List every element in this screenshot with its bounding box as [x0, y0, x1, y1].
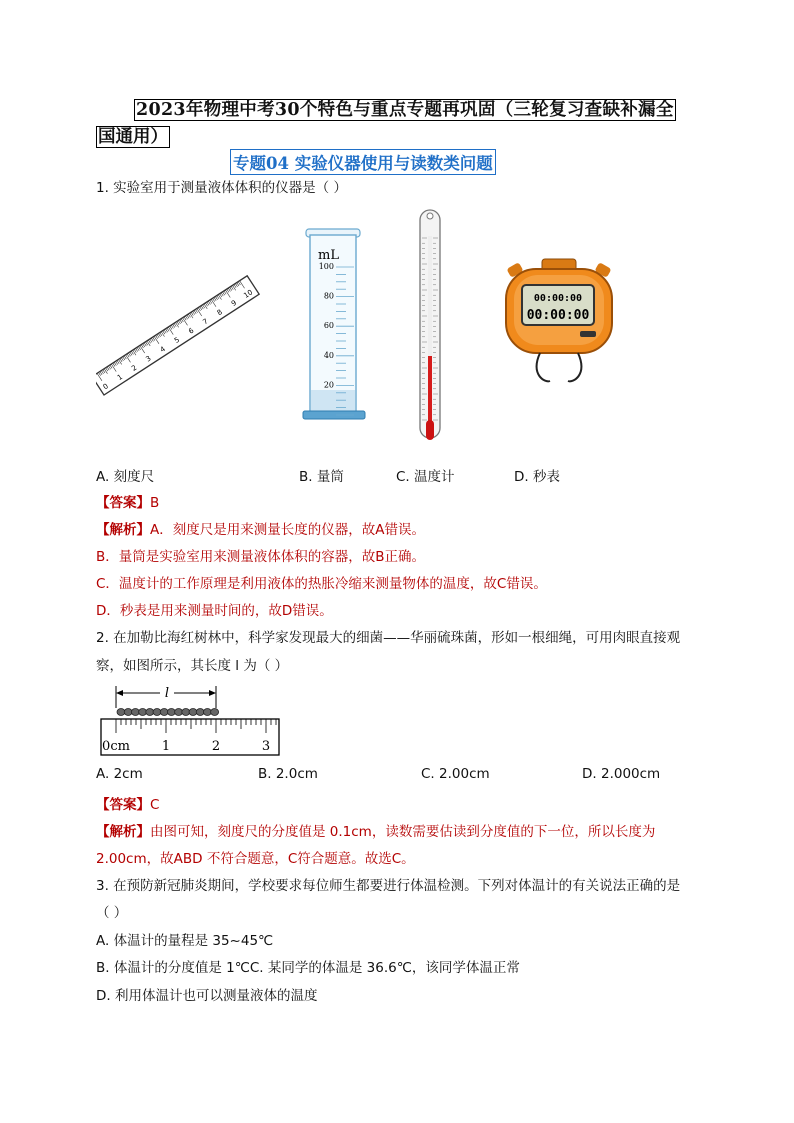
ruler2-tick-label: 0cm — [102, 739, 130, 754]
q3-text-1: 3. 在预防新冠肺炎期间，学校要求每位师生都要进行体温检测。下列对体温计的有关说法正确的是 — [96, 878, 681, 894]
cylinder-unit: mL — [318, 248, 339, 263]
q2-option-a[interactable]: A. 2cm — [96, 766, 143, 782]
stopwatch-image — [500, 255, 620, 385]
q1-answer: 【答案】B — [96, 495, 160, 511]
cylinder-image — [300, 225, 380, 425]
ruler-tick-label: 4 — [158, 345, 167, 355]
cylinder-tick-label: 80 — [323, 291, 334, 301]
q2-option-b[interactable]: B. 2.0cm — [258, 766, 318, 782]
q1-analysis-3: C．温度计的工作原理是利用液体的热胀冷缩来测量物体的温度，故C错误。 — [96, 576, 547, 592]
bacterium-ruler-figure — [96, 684, 286, 758]
ruler2-tick-label: 3 — [261, 739, 271, 754]
stopwatch-display-top: 00:00:00 — [533, 293, 583, 304]
thermometer-image — [410, 206, 450, 446]
length-label: l — [164, 686, 170, 701]
q1-analysis-4: D．秒表是用来测量时间的，故D错误。 — [96, 603, 333, 619]
doc-subtitle: 专题04 实验仪器使用与读数类问题 — [230, 149, 496, 175]
q2-text-1: 2. 在加勒比海红树林中，科学家发现最大的细菌——华丽硫珠菌，形如一根细绳，可用肉眼直接观 — [96, 630, 681, 646]
ruler-tick-label: 2 — [130, 363, 139, 373]
stopwatch-display-bottom: 00:00:00 — [526, 308, 590, 323]
q3-option-bc[interactable]: B. 体温计的分度值是 1℃C. 某同学的体温是 36.6℃，该同学体温正常 — [96, 960, 520, 976]
q2-option-d[interactable]: D. 2.000cm — [582, 766, 661, 782]
ruler-tick-label: 8 — [215, 308, 224, 318]
q1-analysis-2: B．量筒是实验室用来测量液体体积的容器，故B正确。 — [96, 549, 426, 565]
q1-option-a[interactable]: A. 刻度尺 — [96, 469, 155, 485]
doc-title-line1: 2023年物理中考30个特色与重点专题再巩固（三轮复习查缺补漏全 — [136, 100, 674, 120]
ruler2-tick-label: 2 — [211, 739, 221, 754]
ruler-tick-label: 3 — [144, 354, 153, 364]
q2-analysis-1: 【解析】由图可知，刻度尺的分度值是 0.1cm，读数需要估读到分度值的下一位，所以长度为 — [96, 824, 656, 840]
ruler-tick-label: 0 — [101, 382, 110, 392]
ruler2-tick-label: 1 — [161, 739, 171, 754]
cylinder-tick-label: 20 — [323, 380, 334, 390]
q2-option-c[interactable]: C. 2.00cm — [421, 766, 490, 782]
ruler-image — [96, 240, 266, 410]
bacterium-segment — [211, 709, 219, 716]
q1-option-d[interactable]: D. 秒表 — [514, 469, 560, 485]
q1-analysis-1: 【解析】A．刻度尺是用来测量长度的仪器，故A错误。 — [96, 522, 425, 538]
ruler-tick-label: 7 — [201, 317, 210, 327]
q1-text: 1. 实验室用于测量液体体积的仪器是（ ） — [96, 180, 347, 196]
q3-text-2: （ ） — [96, 905, 128, 921]
ruler-tick-label: 9 — [230, 298, 239, 308]
q2-answer: 【答案】C — [96, 797, 160, 813]
q3-option-a[interactable]: A. 体温计的量程是 35~45℃ — [96, 933, 274, 949]
cylinder-tick-label: 40 — [323, 350, 334, 360]
ruler-tick-label: 1 — [115, 372, 125, 383]
q1-option-b[interactable]: B. 量筒 — [299, 469, 344, 485]
doc-title-line2: 国通用） — [98, 127, 168, 147]
q3-option-d[interactable]: D. 利用体温计也可以测量液体的温度 — [96, 988, 318, 1004]
q2-text-2: 察，如图所示，其长度 l 为（ ） — [96, 658, 289, 674]
cylinder-tick-label: 60 — [323, 321, 334, 331]
q2-analysis-2: 2.00cm，故ABD 不符合题意，C符合题意。故选C。 — [96, 851, 415, 867]
ruler-tick-label: 5 — [172, 335, 182, 345]
ruler-tick-label: 10 — [242, 288, 255, 300]
q1-option-c[interactable]: C. 温度计 — [396, 469, 455, 485]
ruler-tick-label: 6 — [187, 326, 196, 336]
cylinder-tick-label: 100 — [318, 262, 334, 271]
